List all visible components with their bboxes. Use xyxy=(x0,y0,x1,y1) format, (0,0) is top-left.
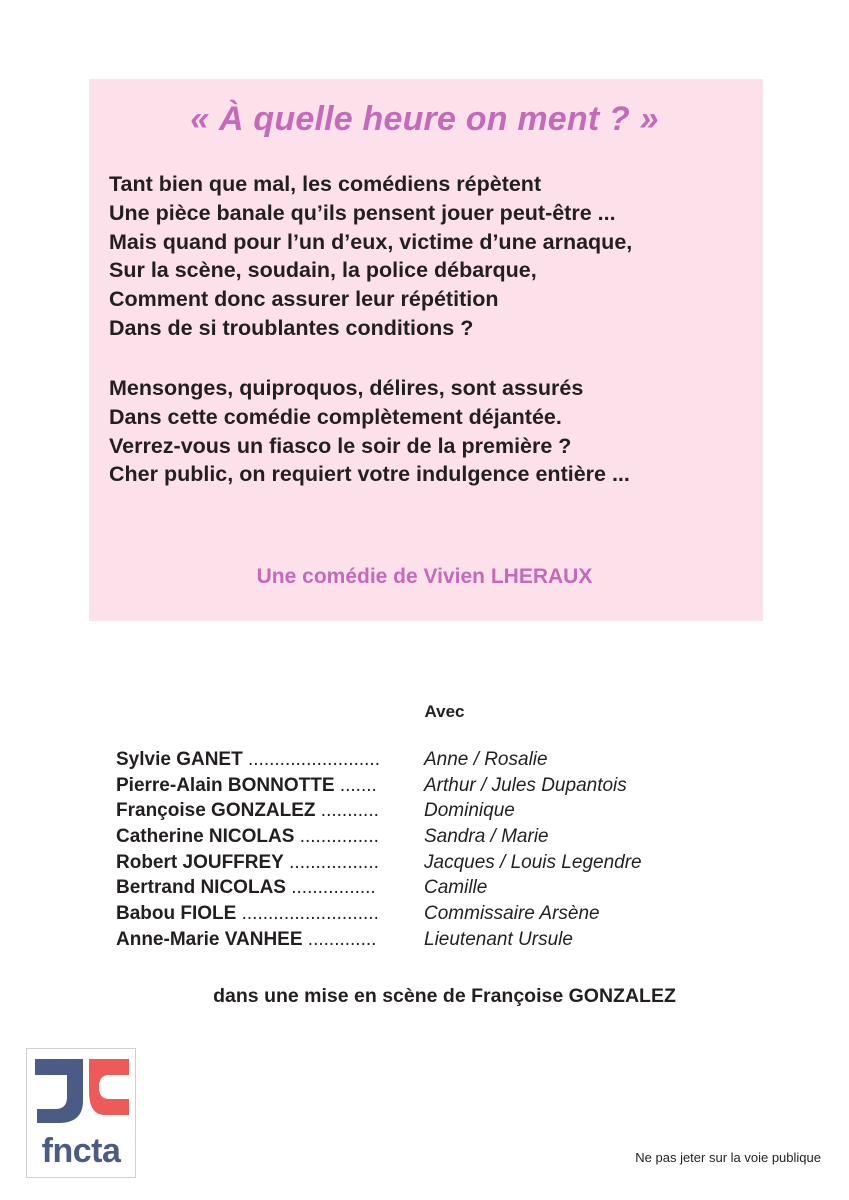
leader-dots: ....... xyxy=(334,774,377,796)
cast-row xyxy=(116,901,736,927)
synopsis-stanza-1 xyxy=(109,170,632,343)
leader-dots: ............. xyxy=(302,928,377,950)
role-name: Commissaire Arsène xyxy=(424,903,600,925)
actor-name: Bertrand NICOLAS xyxy=(116,877,286,899)
role-name: Anne / Rosalie xyxy=(424,749,548,770)
synopsis-line: Mais quand pour l’un d’eux, victime d’une arnaque, xyxy=(109,229,633,254)
play-title: « À quelle heure on ment ? » xyxy=(190,100,659,138)
actor-name: Robert JOUFFREY xyxy=(116,851,284,873)
fncta-logo-icon xyxy=(33,1057,129,1129)
disposal-notice: Ne pas jeter sur la voie publique xyxy=(635,1150,821,1165)
cast-row xyxy=(116,773,736,799)
synopsis-line: Tant bien que mal, les comédiens répètent xyxy=(109,172,542,196)
actor-name: Sylvie GANET xyxy=(116,749,243,770)
leader-dots: .......................... xyxy=(236,903,379,925)
role-name: Sandra / Marie xyxy=(424,826,549,848)
synopsis-line: Comment donc assurer leur répétition xyxy=(109,287,499,312)
cast-heading: Avec xyxy=(424,702,465,721)
cast-row xyxy=(116,927,736,953)
actor-name: Catherine NICOLAS xyxy=(116,826,295,848)
cast-row xyxy=(116,798,736,824)
synopsis-line: Cher public, on requiert votre indulgence entière ... xyxy=(109,462,630,487)
synopsis-line: Une pièce banale qu’ils pensent jouer peut-être ... xyxy=(109,200,616,225)
role-name: Camille xyxy=(424,877,488,899)
leader-dots: ............... xyxy=(294,826,379,848)
cast-row xyxy=(116,824,736,850)
cast-row xyxy=(116,850,736,876)
actor-name: Françoise GONZALEZ xyxy=(116,800,316,822)
leader-dots: ........... xyxy=(315,800,379,822)
leader-dots: ................ xyxy=(285,877,376,899)
cast-row xyxy=(116,875,736,901)
actor-name: Pierre-Alain BONNOTTE xyxy=(116,774,335,796)
actor-name: Babou FIOLE xyxy=(116,903,237,925)
logo-wordmark: fncta xyxy=(41,1132,121,1170)
direction-credit: dans une mise en scène de Françoise GONZALEZ xyxy=(213,985,676,1007)
cast-list xyxy=(116,747,736,953)
synopsis-panel xyxy=(89,79,763,621)
synopsis-line: Sur la scène, soudain, la police débarque, xyxy=(109,258,537,283)
role-name: Dominique xyxy=(424,800,515,822)
cast-row xyxy=(116,747,736,773)
actor-name: Anne-Marie VANHEE xyxy=(116,928,303,950)
fncta-logo xyxy=(26,1048,136,1178)
author-credit: Une comédie de Vivien LHERAUX xyxy=(256,565,593,588)
leader-dots: ......................... xyxy=(242,749,380,770)
synopsis-line: Dans cette comédie complètement déjantée. xyxy=(109,404,562,429)
synopsis-stanza-2 xyxy=(109,374,630,489)
role-name: Lieutenant Ursule xyxy=(424,928,573,950)
role-name: Jacques / Louis Legendre xyxy=(424,851,642,873)
leader-dots: ................. xyxy=(283,851,379,873)
synopsis-line: Verrez-vous un fiasco le soir de la première ? xyxy=(109,433,572,458)
synopsis-line: Mensonges, quiproquos, délires, sont assurés xyxy=(109,376,584,400)
role-name: Arthur / Jules Dupantois xyxy=(424,774,627,796)
synopsis-line: Dans de si troublantes conditions ? xyxy=(109,315,474,340)
